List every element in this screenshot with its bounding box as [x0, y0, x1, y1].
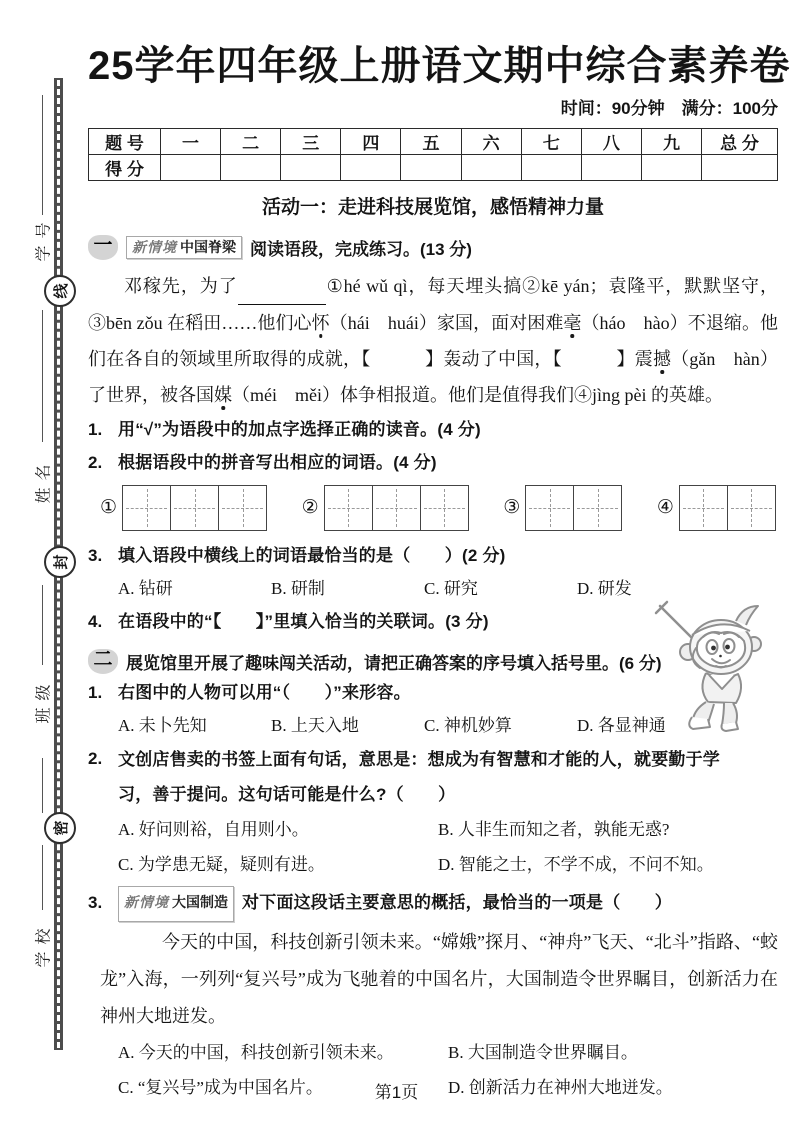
question-text: 在语段中的“【 】”里填入恰当的关联词。(3 分) — [118, 611, 489, 631]
grid-cell — [325, 486, 372, 530]
write-line-student-id — [42, 95, 43, 215]
writing-grid — [324, 485, 469, 531]
score-input-cell — [221, 155, 281, 181]
score-table — [88, 128, 778, 181]
option-item: A. 今天的中国，科技创新引领未来。 — [118, 1042, 394, 1062]
grid-cell — [170, 486, 218, 530]
score-header-cell: 三 — [281, 129, 341, 155]
option-item: B. 上天入地 — [271, 715, 359, 735]
option-item: B. 大国制造令世界瞩目。 — [448, 1042, 638, 1062]
emphasized-char: 媒 — [214, 384, 232, 405]
grid-cell — [218, 486, 266, 530]
emphasized-char: 毫 — [563, 312, 582, 333]
question-text: 填入语段中横线上的词语最恰当的是（ ）(2 分) — [118, 545, 506, 565]
writing-grid — [525, 485, 622, 531]
question-number: 1. — [88, 419, 103, 439]
question-number: 2. — [88, 452, 103, 472]
grid-cell — [372, 486, 420, 530]
score-header-cell: 题 号 — [89, 129, 161, 155]
score-header-cell: 七 — [521, 129, 581, 155]
badge-new-label: 新情境 — [124, 895, 169, 911]
question-text: 用“√”为语段中的加点字选择正确的读音。(4 分) — [118, 419, 481, 439]
section-number: 二 — [93, 648, 113, 670]
option-item: A. 好问则裕，自用则小。 — [118, 819, 309, 839]
badge-new-label: 新情境 — [132, 241, 177, 257]
question-2-2-options — [118, 812, 778, 882]
score-header-cell: 九 — [641, 129, 701, 155]
activity-heading: 活动一：走进科技展览馆，感悟精神力量 — [261, 197, 604, 219]
score-table-score-row — [89, 155, 778, 181]
margin-label-school: 学校 — [35, 921, 53, 968]
pinyin-grid-group — [100, 485, 267, 531]
margin-label-class: 班级 — [35, 677, 53, 724]
margin-label-name: 姓名 — [35, 457, 53, 504]
exam-page — [88, 42, 791, 1105]
emphasized-char: 撼 — [652, 348, 672, 369]
score-input-cell — [521, 155, 581, 181]
context-badge — [126, 236, 242, 259]
question-1-2 — [88, 446, 778, 479]
score-row-label: 得 分 — [89, 155, 161, 181]
grid-number: ④ — [656, 497, 674, 519]
context-badge — [118, 886, 234, 922]
fill-blank-line — [238, 268, 326, 305]
seal-char-feng: 封 — [44, 546, 76, 578]
seal-char-mi: 密 — [44, 812, 76, 844]
score-header-cell: 总 分 — [702, 129, 778, 155]
score-input-cell — [281, 155, 341, 181]
score-input-cell — [401, 155, 461, 181]
option-item: C. 为学患无疑，疑则有进。 — [118, 854, 325, 874]
question-number: 3. — [88, 545, 103, 565]
grid-cell — [420, 486, 468, 530]
passage-text: （gǎn hàn）了世界，被各国 — [88, 348, 779, 405]
section-instruction: 展览馆里开展了趣味闯关活动，请把正确答案的序号填入括号里。(6 分) — [126, 654, 662, 674]
section-1-marker — [88, 234, 118, 262]
score-input-cell — [641, 155, 701, 181]
score-header-cell: 一 — [161, 129, 221, 155]
question-text: 右图中的人物可以用“（ ）”来形容。 — [118, 682, 411, 702]
option-item: D. 创新活力在神州大地迸发。 — [448, 1077, 673, 1097]
write-line-school — [42, 845, 43, 910]
emphasized-char: 怀 — [311, 312, 330, 333]
option-item: D. 智能之士，不学不成，不问不知。 — [438, 854, 714, 874]
score-input-cell — [581, 155, 641, 181]
question-text: 根据语段中的拼音写出相应的词语。(4 分) — [118, 452, 437, 472]
passage-text: （méi měi）体争相报道。他们是值得我们④jìng pèi 的英雄。 — [232, 384, 723, 405]
monkey-king-illustration — [648, 596, 776, 736]
option-item: D. 各显神通 — [577, 715, 666, 735]
score-table-header-row — [89, 129, 778, 155]
score-input-cell — [461, 155, 521, 181]
question-2-3-passage: 今天的中国，科技创新引领未来。“嫦娥”探月、“神舟”飞天、“北斗”指路、“蛟龙”入海，一列列“复兴号”成为飞驰着的中国名片，大国制造令世界瞩目，创新活力在神州大地迸发。 — [100, 931, 778, 1026]
score-input-cell — [161, 155, 221, 181]
score-header-cell: 六 — [461, 129, 521, 155]
grid-number: ③ — [503, 497, 521, 519]
write-line-class — [42, 585, 43, 665]
question-1-1 — [88, 413, 778, 446]
section-2-marker — [88, 648, 118, 676]
grid-cell — [727, 486, 775, 530]
pinyin-grid-group — [503, 485, 622, 531]
grid-number: ① — [100, 497, 118, 519]
score-header-cell: 五 — [401, 129, 461, 155]
grid-number: ② — [301, 497, 319, 519]
passage-text: 邓稼先，为了 — [124, 275, 238, 296]
question-2-2 — [88, 742, 778, 812]
page-footer: 第1页 — [374, 1083, 419, 1102]
question-1-3 — [88, 539, 778, 572]
score-header-cell: 八 — [581, 129, 641, 155]
grid-cell — [123, 486, 170, 530]
pinyin-grid-group — [302, 485, 469, 531]
option-item: B. 研制 — [271, 578, 325, 598]
option-item: A. 未卜先知 — [118, 715, 207, 735]
question-number: 4. — [88, 611, 103, 631]
section-number: 一 — [93, 234, 113, 256]
section-instruction: 阅读语段，完成练习。(13 分) — [250, 240, 472, 260]
option-item: A. 钻研 — [118, 578, 173, 598]
passage-text: ①hé wǔ qì，每天埋头搞②kē yán；袁隆平，默默坚守，③bēn zǒu 在稻田……他们心 — [88, 275, 778, 333]
reading-passage — [88, 268, 778, 413]
question-text: 文创店售卖的书签上面有句话，意思是：想成为有智慧和才能的人，就要勤于学习，善于提问。这句话可能是什么?（ ） — [118, 749, 720, 804]
time-score-info: 时间：90分钟 满分：100分 — [560, 99, 778, 118]
question-number: 1. — [88, 682, 103, 702]
option-item: D. 研发 — [577, 578, 632, 598]
passage-text: （hái huái）家国，面对困难 — [329, 312, 564, 333]
option-item: C. “复兴号”成为中国名片。 — [118, 1077, 323, 1097]
grid-cell — [526, 486, 573, 530]
exam-title: 25学年四年级上册语文期中综合素养卷 — [88, 44, 791, 88]
write-line-seal-upper — [42, 758, 43, 813]
grid-cell — [680, 486, 727, 530]
passage-text: （háo hào）不退缩。他们在各自的领域里所取得的成就，【 】轰动了中国，【 】震 — [88, 312, 779, 369]
writing-grid — [122, 485, 267, 531]
question-number: 2. — [88, 748, 103, 768]
question-2-3 — [88, 886, 778, 922]
option-item: C. 神机妙算 — [424, 715, 512, 735]
option-item: C. 研究 — [424, 578, 478, 598]
badge-tag-label: 中国脊梁 — [180, 239, 236, 256]
score-input-cell — [702, 155, 778, 181]
margin-label-student-id: 学号 — [35, 215, 53, 262]
grid-cell — [573, 486, 621, 530]
seal-char-xian: 线 — [44, 275, 76, 307]
section-1-header — [88, 234, 778, 262]
badge-tag-label: 大国制造 — [172, 893, 228, 910]
score-header-cell: 四 — [341, 129, 401, 155]
question-text: 对下面这段话主要意思的概括，最恰当的一项是（ ） — [242, 892, 672, 912]
question-number: 3. — [88, 892, 103, 912]
score-input-cell — [341, 155, 401, 181]
option-item: B. 人非生而知之者，孰能无惑? — [438, 819, 670, 839]
pinyin-grid-group — [657, 485, 776, 531]
pinyin-writing-grids — [100, 485, 776, 531]
write-line-name — [42, 310, 43, 442]
writing-grid — [679, 485, 776, 531]
score-header-cell: 二 — [221, 129, 281, 155]
